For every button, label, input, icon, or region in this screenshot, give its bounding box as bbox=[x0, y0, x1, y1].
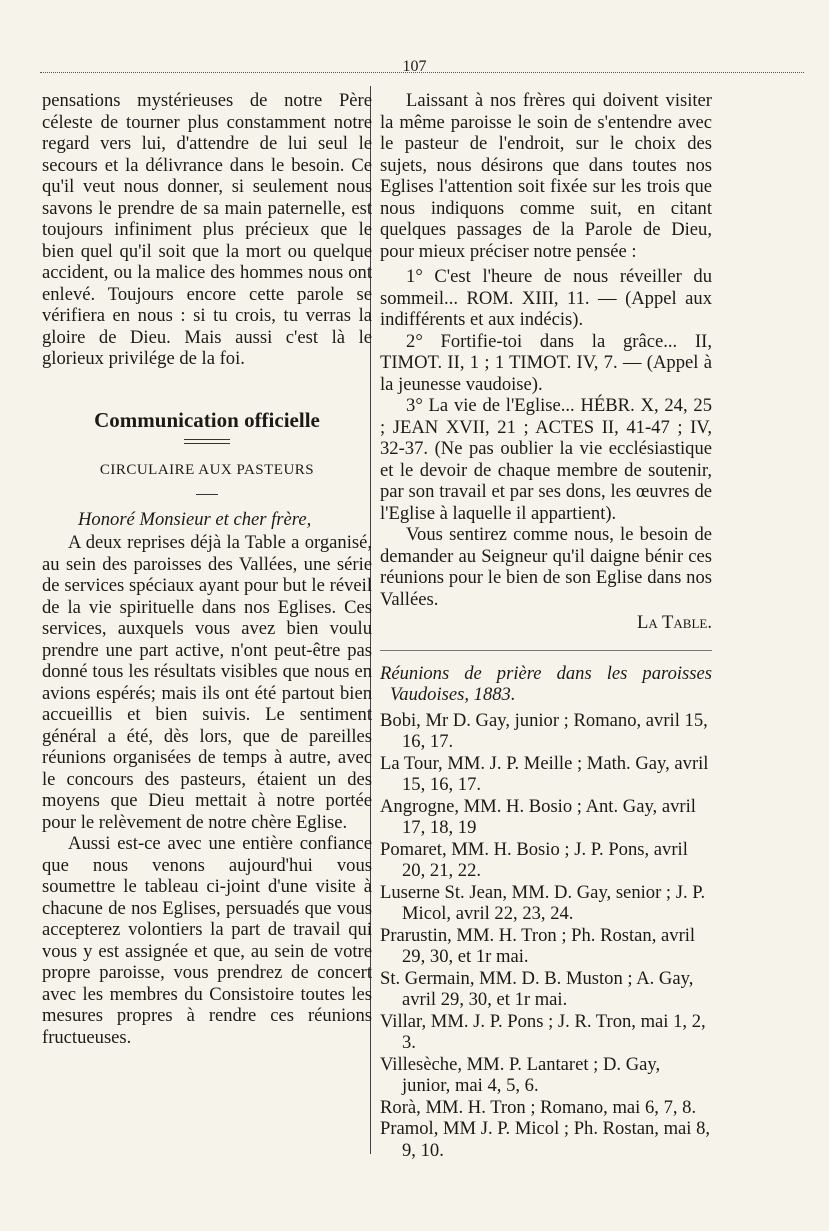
schedule-entry: Pomaret, MM. H. Bosio ; J. P. Pons, avril 20, 21, 22. bbox=[380, 838, 688, 881]
left-paragraph-2: A deux reprises déjà la Table a organisé, au sein des paroisses des Vallées, une série de services spéciaux ayant pour but le réveil de la vie spirituelle dans nos Eglises. Ces services, auxquels vous avez bien voulu prendre une part active, n'ont peut-être pas donné tous les résultats visibles que nous en avions espérés; mais ils ont été partout bien accueillis et bien suivis. Le sentiment général a été, dès lors, que de pareilles réunions organisées de temps à autre, avec le concours des pasteurs, étaient un des moyens que Dieu mettait à notre portée pour le relèvement de notre chère Eglise. bbox=[42, 532, 372, 833]
schedule-entry: Prarustin, MM. H. Tron ; Ph. Rostan, avril 29, 30, et 1r mai. bbox=[380, 924, 696, 967]
right-paragraph-1: Laissant à nos frères qui doivent visiter la même paroisse le soin de s'entendre avec le pasteur de l'endroit, sur le choix des sujets, nous désirons que dans toutes nos Eglises l'attention soit fixée sur les trois que nous indiquons comme suit, en citant quelques passages de la Parole de Dieu, pour mieux préciser notre pensée : bbox=[380, 90, 712, 262]
schedule-entry: Angrogne, MM. H. Bosio ; Ant. Gay, avril 17, 18, 19 bbox=[380, 795, 696, 838]
heading-double-rule bbox=[184, 439, 230, 444]
schedule-entry: Luserne St. Jean, MM. D. Gay, senior ; J. P. Micol, avril 22, 23, 24. bbox=[380, 881, 706, 924]
topic-item-1: 1° C'est l'heure de nous réveiller du sommeil... ROM. XIII, 11. — (Appel aux indifférents et aux indécis). bbox=[380, 266, 712, 330]
left-paragraph-3: Aussi est-ce avec une entière confiance que nous venons aujourd'hui vous soumettre le tableau ci-joint d'une visite à chacune de nos Eglises, persuadés que vous accepterez volontiers la part de travail qui vous y est assignée et que, au sein de votre propre paroisse, vous prendrez de concert avec les membres du Consistoire toutes les mesures propres à rendre ces réunions fructueuses. bbox=[42, 833, 372, 1048]
schedule-entry: Rorà, MM. H. Tron ; Romano, mai 6, 7, 8. bbox=[380, 1096, 697, 1118]
schedule-entry: Pramol, MM J. P. Micol ; Ph. Rostan, mai 8, 9, 10. bbox=[380, 1118, 711, 1161]
left-paragraph-1: pensations mystérieuses de notre Père céleste de tourner plus constamment notre regard vers lui, d'attendre de lui seul le secours et la délivrance dans le besoin. Ce qu'il veut nous donner, si seulement nous savons le prendre de sa main paternelle, est toujours infiniment plus précieux que le bien quel qu'il soit que la mort ou quelque accident, ou la malice des hommes nous ont enlevé. Toujours encore cette parole se vérifiera en nous : si tu crois, tu verras la gloire de Dieu. Mais aussi c'est là le glorieux privilége de la foi. bbox=[42, 90, 372, 369]
page-number: 107 bbox=[402, 58, 427, 75]
schedule-entry: Bobi, Mr D. Gay, junior ; Romano, avril 15, 16, 17. bbox=[380, 709, 708, 752]
left-column bbox=[42, 90, 372, 1048]
schedule-entry: Villar, MM. J. P. Pons ; J. R. Tron, mai 1, 2, 3. bbox=[380, 1010, 706, 1053]
signature: La Table. bbox=[636, 612, 712, 633]
right-column bbox=[380, 90, 712, 1161]
schedule-separator bbox=[380, 650, 712, 651]
schedule-title: Réunions de prière dans les paroisses Vaudoises, 1883. bbox=[380, 662, 712, 705]
topic-item-3: 3° La vie de l'Eglise... HÉBR. X, 24, 25 ; JEAN XVII, 21 ; ACTES II, 41-47 ; IV, 32-37. (Ne pas oublier la vie ecclésiastique et le devoir de chaque membre de soutenir, par son travail et par ses dons, les œuvres de l'Eglise à laquelle il appartient). bbox=[380, 395, 712, 524]
salutation: Honoré Monsieur et cher frère, bbox=[78, 508, 312, 530]
subheading-rule bbox=[196, 494, 218, 495]
right-paragraph-2: Vous sentirez comme nous, le besoin de demander au Seigneur qu'il daigne bénir ces réunions pour le bien de son Eglise dans nos Vallées. bbox=[380, 524, 712, 610]
section-heading: Communication officielle bbox=[94, 407, 320, 432]
schedule-entry: La Tour, MM. J. P. Meille ; Math. Gay, avril 15, 16, 17. bbox=[380, 752, 709, 795]
header-rule bbox=[40, 72, 804, 73]
section-subheading: CIRCULAIRE AUX PASTEURS bbox=[99, 462, 315, 478]
topic-item-2: 2° Fortifie-toi dans la grâce... II, TIMOT. II, 1 ; 1 TIMOT. IV, 7. — (Appel à la jeunesse vaudoise). bbox=[380, 330, 712, 395]
schedule-entry: Villesèche, MM. P. Lantaret ; D. Gay, junior, mai 4, 5, 6. bbox=[380, 1053, 661, 1096]
schedule-entry: St. Germain, MM. D. B. Muston ; A. Gay, avril 29, 30, et 1r mai. bbox=[380, 967, 694, 1010]
